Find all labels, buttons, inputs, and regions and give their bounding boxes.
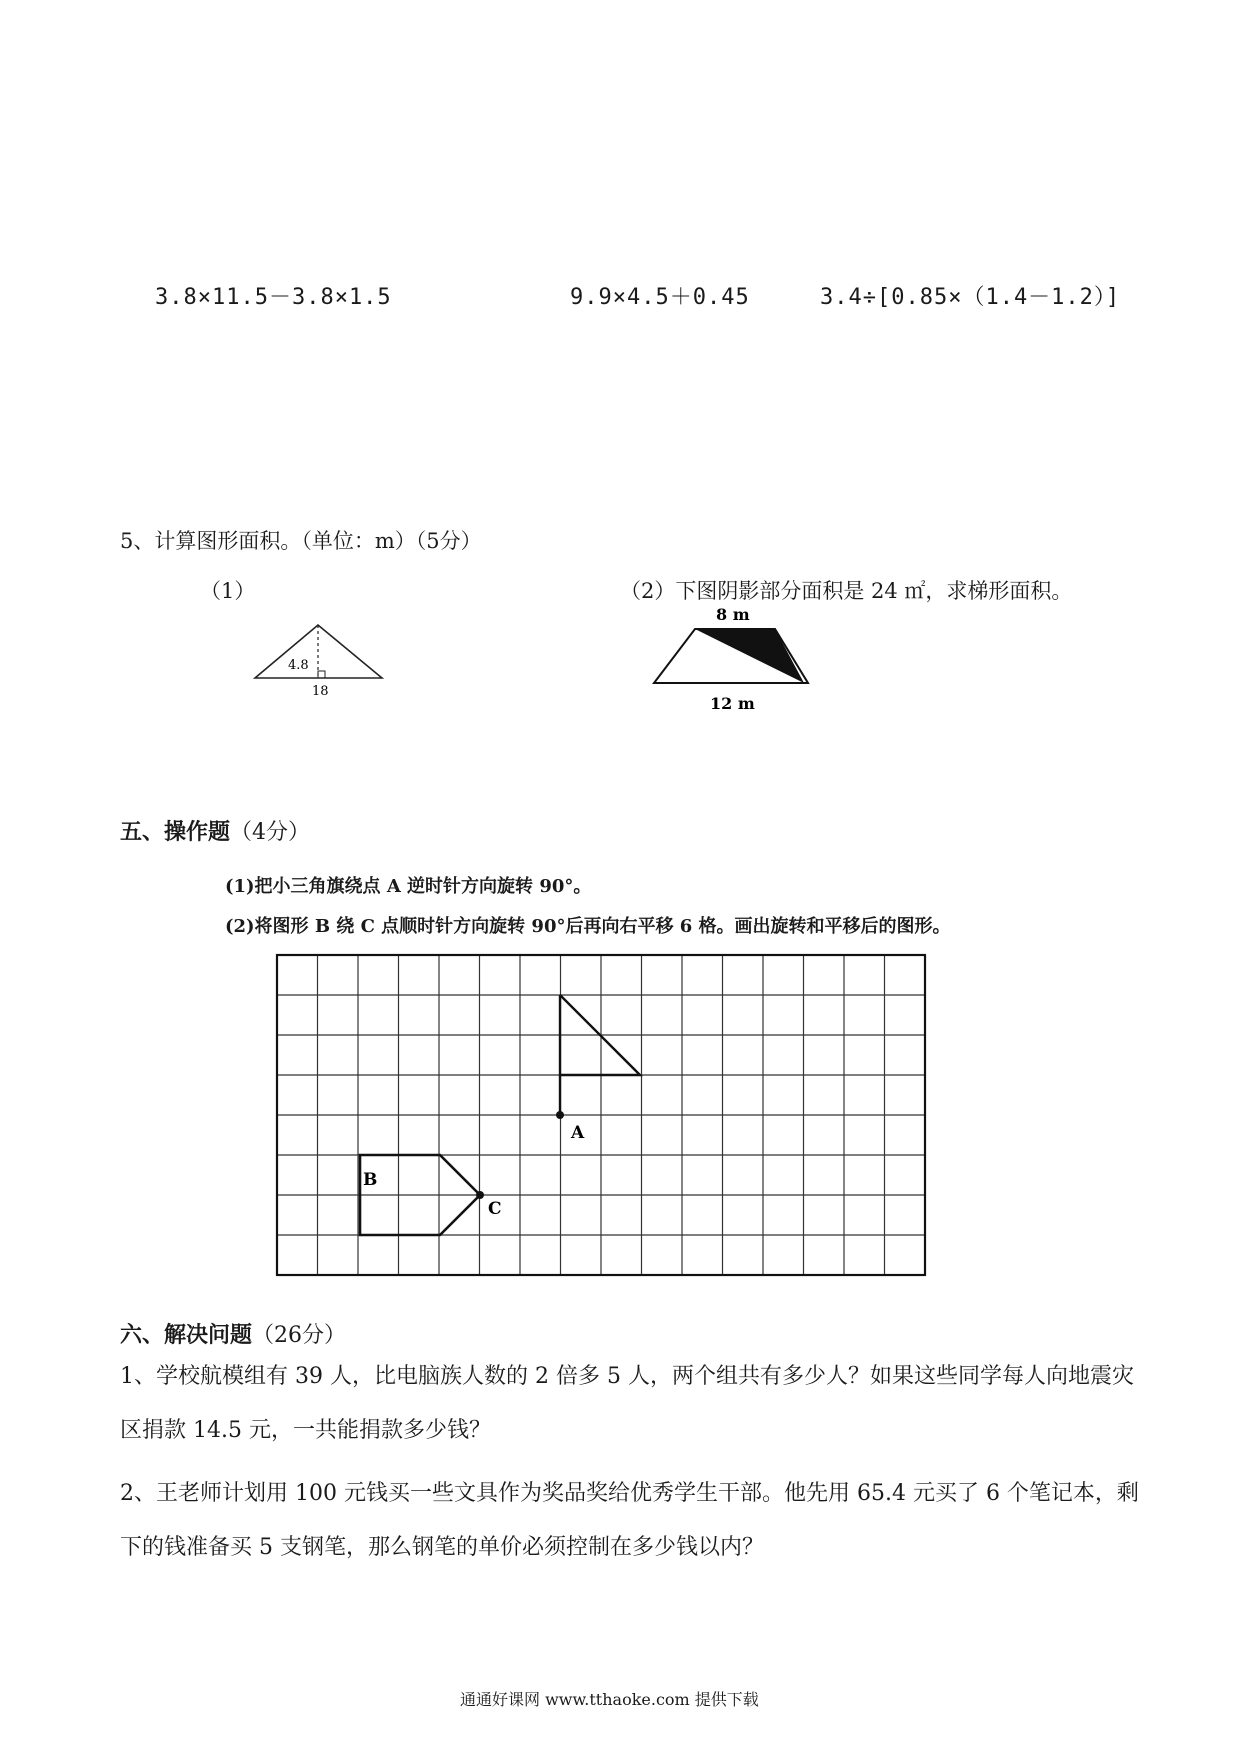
- trapezoid-top-label: 8 m: [716, 605, 750, 624]
- point-c-dot: [476, 1191, 484, 1199]
- q5-title: 5、计算图形面积。（单位：m）（5分）: [120, 529, 482, 553]
- point-a-dot: [556, 1111, 564, 1119]
- section5-title: 五、操作题: [120, 819, 231, 845]
- calc-expression-1: 3.8×11.5－3.8×1.5: [155, 285, 392, 310]
- section5-heading: [120, 815, 310, 846]
- point-c-label: C: [488, 1199, 502, 1219]
- q5-sub1-label: （1）: [200, 579, 256, 603]
- section5-instruction-1: (1)把小三角旗绕点 A 逆时针方向旋转 90°。: [225, 876, 592, 897]
- section5-points: （4分）: [230, 820, 311, 845]
- triangle-base-label: 18: [312, 684, 329, 699]
- section6-heading: [120, 1318, 346, 1349]
- page-footer: 通通好课网 www.tthaoke.com 提供下载: [460, 1690, 759, 1709]
- problem-1: 1、学校航模组有 39 人，比电脑族人数的 2 倍多 5 人，两个组共有多少人？如果这些同学每人向地震灾区捐款 14.5 元，一共能捐款多少钱？: [120, 1364, 1134, 1443]
- triangle-height-label: 4.8: [288, 658, 309, 673]
- shape-b-label: B: [363, 1170, 378, 1190]
- q5-sub2-label: （2）下图阴影部分面积是 24 ㎡，求梯形面积。: [620, 579, 1073, 603]
- calc-expression-2: 9.9×4.5＋0.45: [570, 285, 750, 310]
- operation-grid: [270, 950, 940, 1290]
- problem-2: 2、王老师计划用 100 元钱买一些文具作为奖品奖给优秀学生干部。他先用 65.4 元买了 6 个笔记本，剩下的钱准备买 5 支钢笔，那么钢笔的单价必须控制在多少钱以内？: [120, 1481, 1139, 1560]
- trapezoid-figure: [650, 600, 825, 715]
- section6-points: （26分）: [252, 1323, 347, 1348]
- triangle-figure: [250, 620, 390, 700]
- section6-title: 六、解决问题: [120, 1322, 253, 1348]
- shaded-triangle: [695, 629, 804, 683]
- right-angle-mark: [318, 671, 325, 678]
- point-a-label: A: [571, 1123, 585, 1143]
- section5-instruction-2: (2)将图形 B 绕 C 点顺时针方向旋转 90°后再向右平移 6 格。画出旋转和平移后的图形。: [225, 916, 951, 937]
- grid-lines: [277, 955, 925, 1275]
- trapezoid-bottom-label: 12 m: [710, 694, 755, 713]
- calc-expression-3: 3.4÷[0.85×（1.4－1.2）]: [820, 285, 1121, 310]
